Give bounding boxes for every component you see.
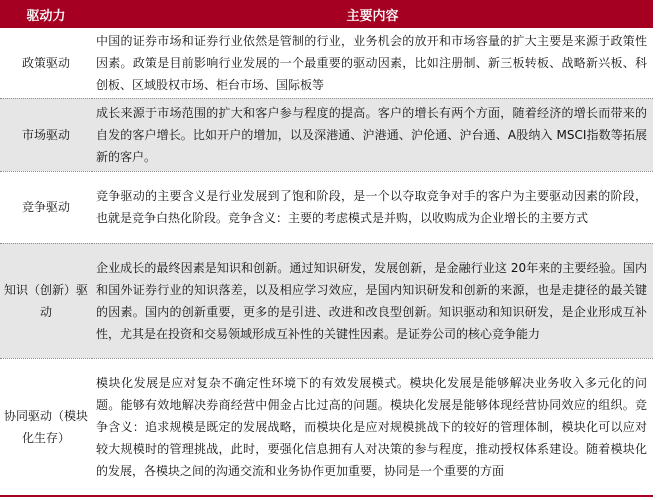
header-driver: 驱动力 <box>0 0 92 28</box>
driver-cell: 知识（创新）驱动 <box>0 243 92 358</box>
driver-cell: 竞争驱动 <box>0 171 92 243</box>
content-cell: 企业成长的最终因素是知识和创新。通过知识研发，发展创新，是金融行业这 20年来的主要经验。国内和国外证券行业的知识落差，以及相应学习效应，是国内知识研发和创新的来源，也是走捷径的最关键的因素。国内的创新重要，更多的是引进、改进和改良型创新。知识驱动和知识研发，是企业形成互补性，尤其是在投资和交易领域形成互补性的关键性因素。是证券公司的核心竞争能力 <box>92 243 653 358</box>
table-row <box>0 171 653 243</box>
content-cell: 中国的证券市场和证券行业依然是管制的行业，业务机会的放开和市场容量的扩大主要是来源于政策性因素。政策是目前影响行业发展的一个最重要的驱动因素，比如注册制、新三板转板、战略新兴板、科创板、区域股权市场、柜台市场、国际板等 <box>92 28 653 98</box>
table-header-row <box>0 0 653 28</box>
driver-cell: 协同驱动（模块化生存） <box>0 358 92 496</box>
table-row <box>0 358 653 496</box>
content-cell: 成长来源于市场范围的扩大和客户参与程度的提高。客户的增长有两个方面，随着经济的增长而带来的自发的客户增长。比如开户的增加，以及深港通、沪港通、沪伦通、沪台通、A股纳入 MSCI指数等拓展新的客户。 <box>92 98 653 171</box>
content-cell: 模块化发展是应对复杂不确定性环境下的有效发展模式。模块化发展是能够解决业务收入多元化的问题。能够有效地解决券商经营中佣金占比过高的问题。模块化发展是能够体现经营协同效应的组织。竞争含义：追求规模是既定的发展战略，而模块化是应对规模挑战下的较好的管理体制，模块化可以应对较大规模时的管理挑战，此时，要强化信息拥有人对决策的参与程度，推动授权体系建设。随着模块化的发展，各模块之间的沟通交流和业务协作更加重要，协同是一个重要的方面 <box>92 358 653 496</box>
table-row <box>0 98 653 171</box>
table-row <box>0 243 653 358</box>
driver-cell: 市场驱动 <box>0 98 92 171</box>
driver-cell: 政策驱动 <box>0 28 92 98</box>
table-row <box>0 28 653 98</box>
header-content: 主要内容 <box>92 0 653 28</box>
content-cell: 竞争驱动的主要含义是行业发展到了饱和阶段，是一个以夺取竞争对手的客户为主要驱动因素的阶段，也就是竞争白热化阶段。竞争含义：主要的考虑模式是并购，以收购成为企业增长的主要方式 <box>92 171 653 243</box>
